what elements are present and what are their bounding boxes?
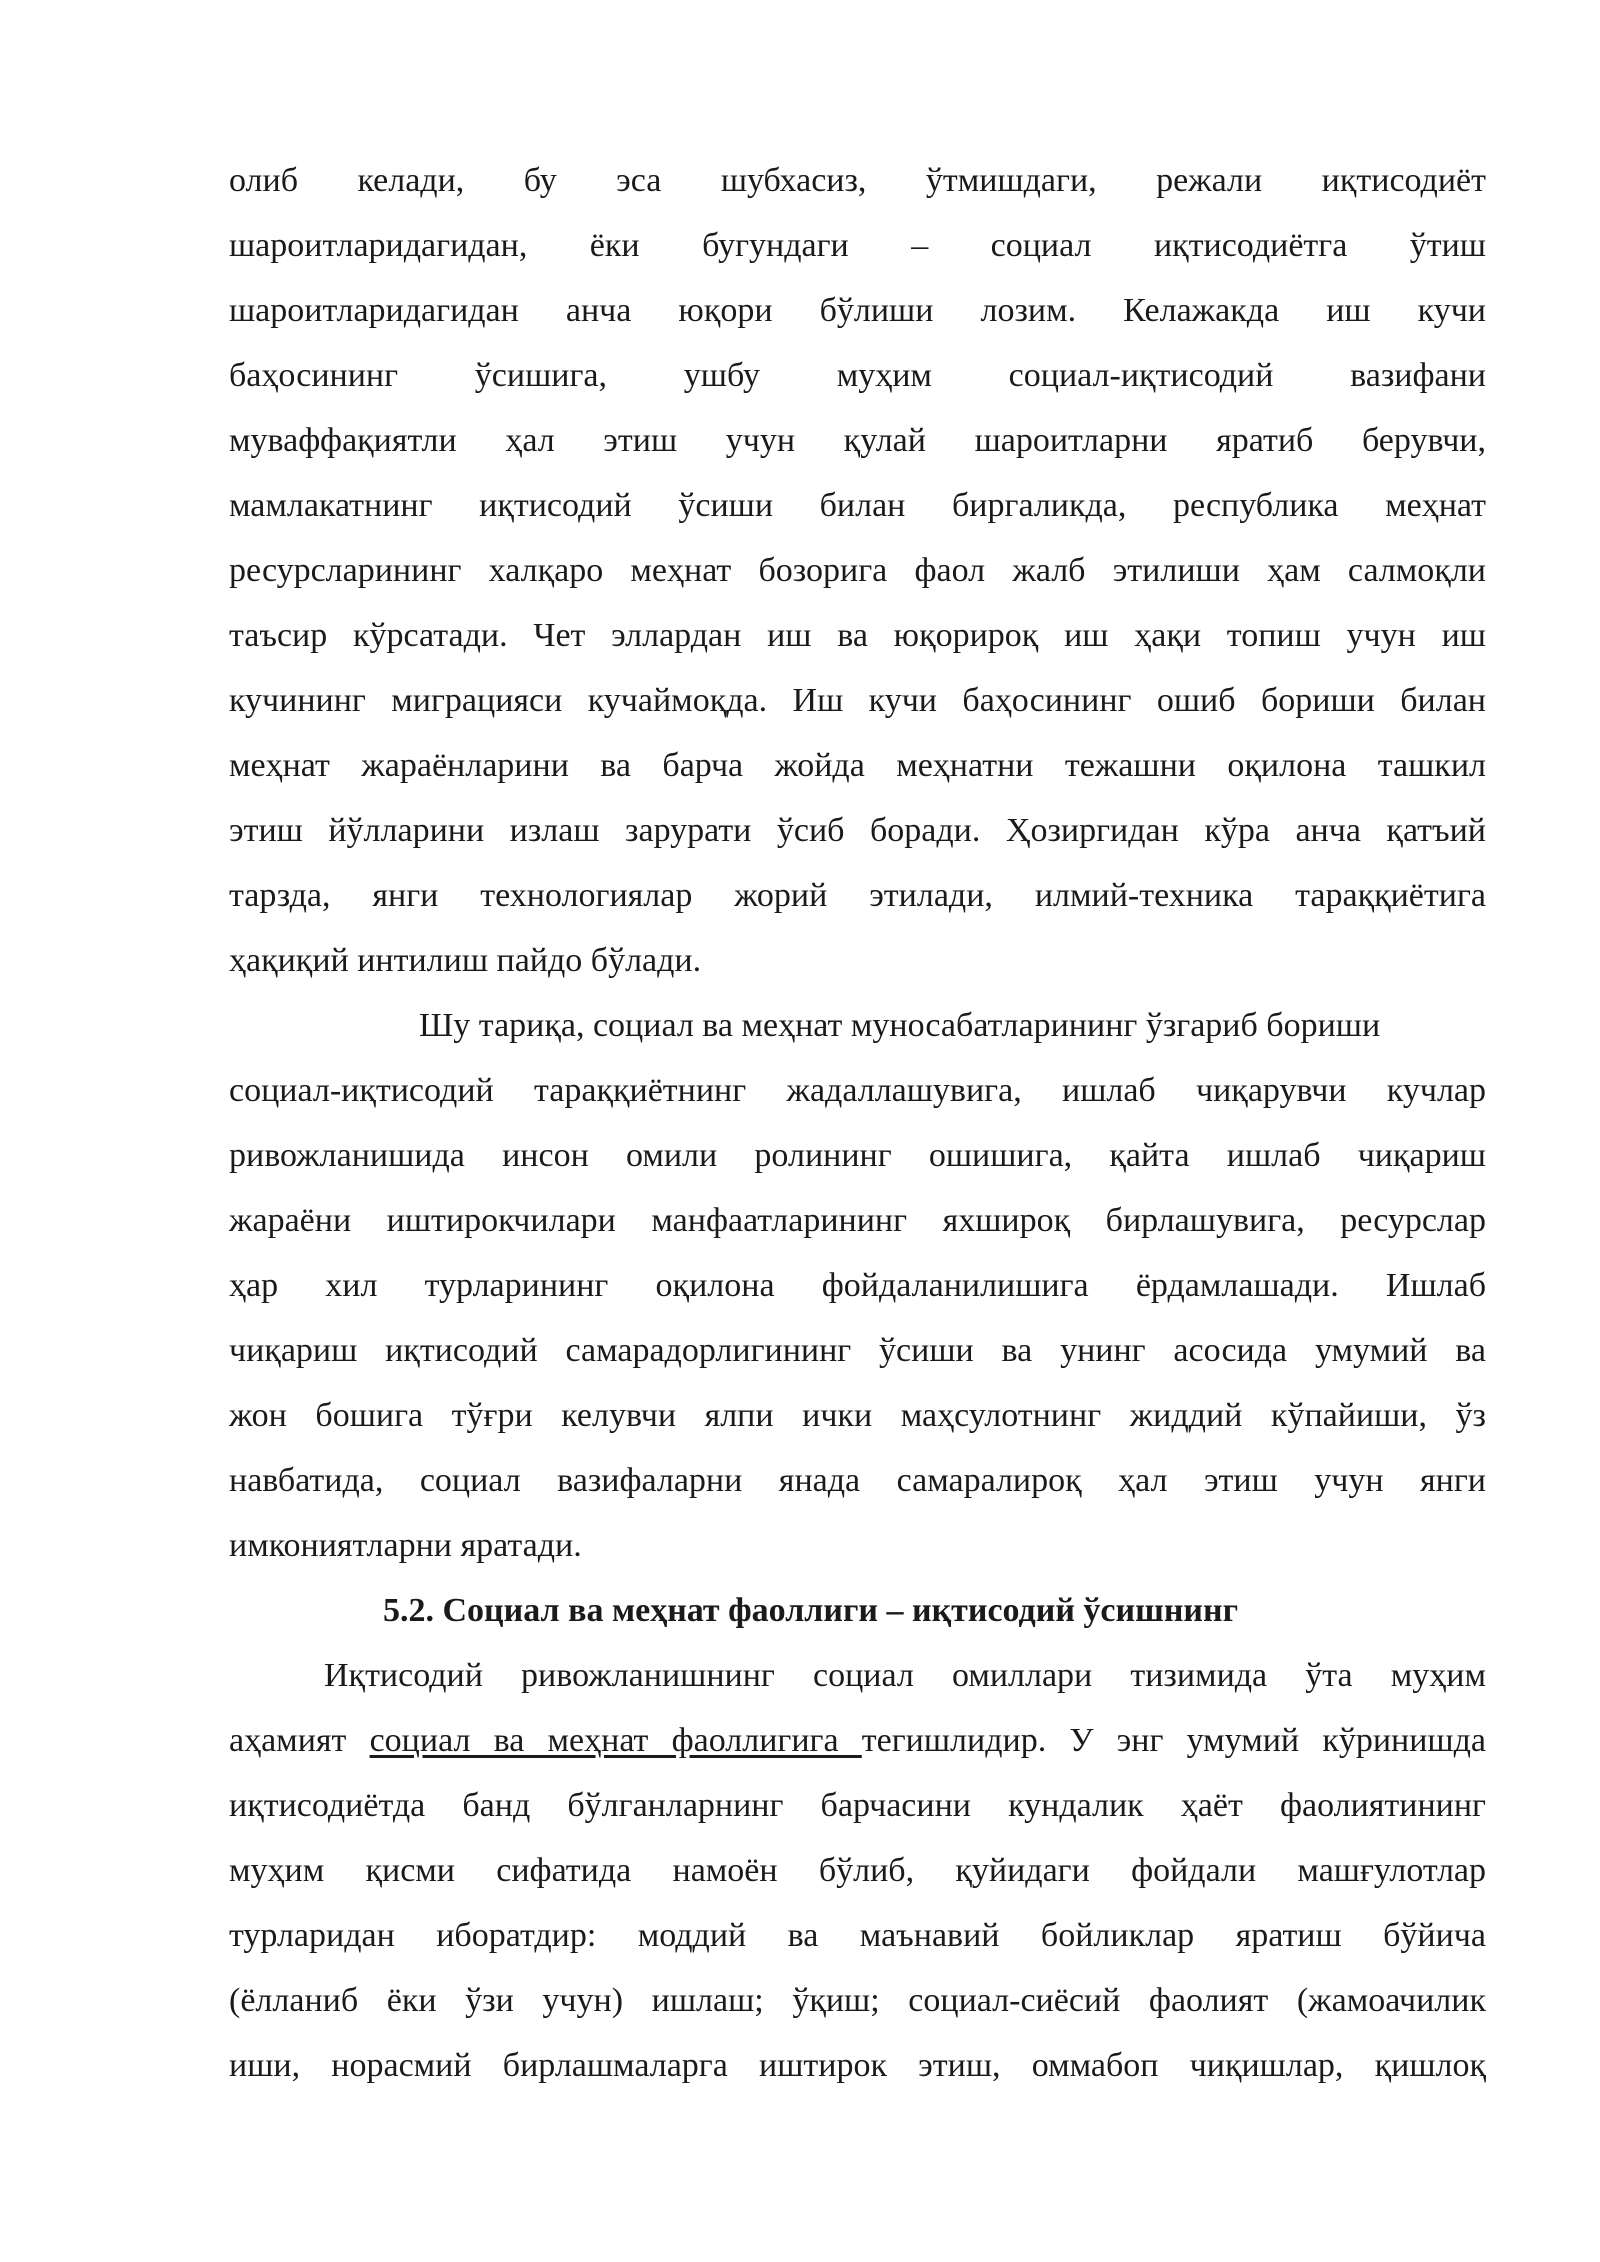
paragraph-line: турларидан иборатдир: моддий ва маънавий бойликлар яратиш бўйича — [229, 1917, 1486, 1954]
paragraph-line: (ёлланиб ёки ўзи учун) ишлаш; ўқиш; социал-сиёсий фаолият (жамоачилик — [229, 1982, 1486, 2019]
paragraph-line: меҳнат жараёнларини ва барча жойда меҳнатни тежашни оқилона ташкил — [229, 747, 1486, 784]
paragraph-line: ҳар хил турларининг оқилона фойдаланилишига ёрдамлашади. Ишлаб — [229, 1267, 1486, 1304]
paragraph-line: жон бошига тўғри келувчи ялпи ички маҳсулотнинг жиддий кўпайиши, ўз — [229, 1397, 1486, 1434]
paragraph-line: муваффақиятли ҳал этиш учун қулай шароитларни яратиб берувчи, — [229, 422, 1486, 459]
paragraph-line: жараёни иштирокчилари манфаатларининг яхшироқ бирлашувига, ресурслар — [229, 1202, 1486, 1239]
paragraph-line: баҳосининг ўсишига, ушбу муҳим социал-иқтисодий вазифани — [229, 357, 1486, 394]
paragraph-line: иқтисодиётда банд бўлганларнинг барчасини кундалик ҳаёт фаолиятининг — [229, 1787, 1486, 1824]
paragraph-line: таъсир кўрсатади. Чет эллардан иш ва юқорироқ иш ҳақи топиш учун иш — [229, 617, 1486, 654]
underlined-term: социал ва меҳнат фаоллигига — [369, 1722, 862, 1759]
paragraph-line: ҳақиқий интилиш пайдо бўлади. — [229, 942, 702, 979]
paragraph-line: иши, норасмий бирлашмаларга иштирок этиш, оммабоп чиқишлар, қишлоқ — [229, 2047, 1486, 2084]
paragraph-line: кучининг миграцияси кучаймоқда. Иш кучи баҳосининг ошиб бориши билан — [229, 682, 1486, 719]
paragraph-line: навбатида, социал вазифаларни янада самаралироқ ҳал этиш учун янги — [229, 1462, 1486, 1499]
paragraph-line: социал-иқтисодий тараққиётнинг жадаллашувига, ишлаб чиқарувчи кучлар — [229, 1072, 1486, 1109]
paragraph-line: шароитларидагидан, ёки бугундаги – социал иқтисодиётга ўтиш — [229, 227, 1486, 264]
paragraph-line: чиқариш иқтисодий самарадорлигининг ўсиши ва унинг асосида умумий ва — [229, 1332, 1486, 1369]
paragraph-3 — [229, 1643, 1486, 2098]
paragraph-line: Иқтисодий ривожланишнинг социал омиллари тизимида ўта муҳим — [324, 1657, 1486, 1694]
text-run: тегишлидир. У энг умумий кўринишда — [861, 1722, 1486, 1759]
document-body — [229, 148, 1486, 2098]
paragraph-line: ривожланишида инсон омили ролининг ошишига, қайта ишлаб чиқариш — [229, 1137, 1486, 1174]
paragraph-line: Шу тариқа, социал ва меҳнат муносабатларининг ўзгариб бориши — [419, 1007, 1381, 1044]
paragraph-line: тарзда, янги технологиялар жорий этилади, илмий-техника тараққиётига — [229, 877, 1486, 914]
paragraph-line: имкониятларни яратади. — [229, 1527, 582, 1564]
paragraph-2 — [229, 993, 1486, 1578]
paragraph-line: ресурсларининг халқаро меҳнат бозорига фаол жалб этилиши ҳам салмоқли — [229, 552, 1486, 589]
paragraph-1 — [229, 148, 1486, 993]
text-run: аҳамият — [229, 1722, 370, 1759]
paragraph-line: олиб келади, бу эса шубхасиз, ўтмишдаги, режали иқтисодиёт — [229, 162, 1486, 199]
paragraph-line: муҳим қисми сифатида намоён бўлиб, қуйидаги фойдали машғулотлар — [229, 1852, 1486, 1889]
paragraph-line: шароитларидагидан анча юқори бўлиши лозим. Келажакда иш кучи — [229, 292, 1486, 329]
section-heading: 5.2. Социал ва меҳнат фаоллиги – иқтисодий ўсишнинг — [383, 1592, 1239, 1629]
paragraph-line — [229, 1708, 1486, 1773]
paragraph-line: мамлакатнинг иқтисодий ўсиши билан биргаликда, республика меҳнат — [229, 487, 1486, 524]
paragraph-line: этиш йўлларини излаш зарурати ўсиб боради. Ҳозиргидан кўра анча қатъий — [229, 812, 1486, 849]
